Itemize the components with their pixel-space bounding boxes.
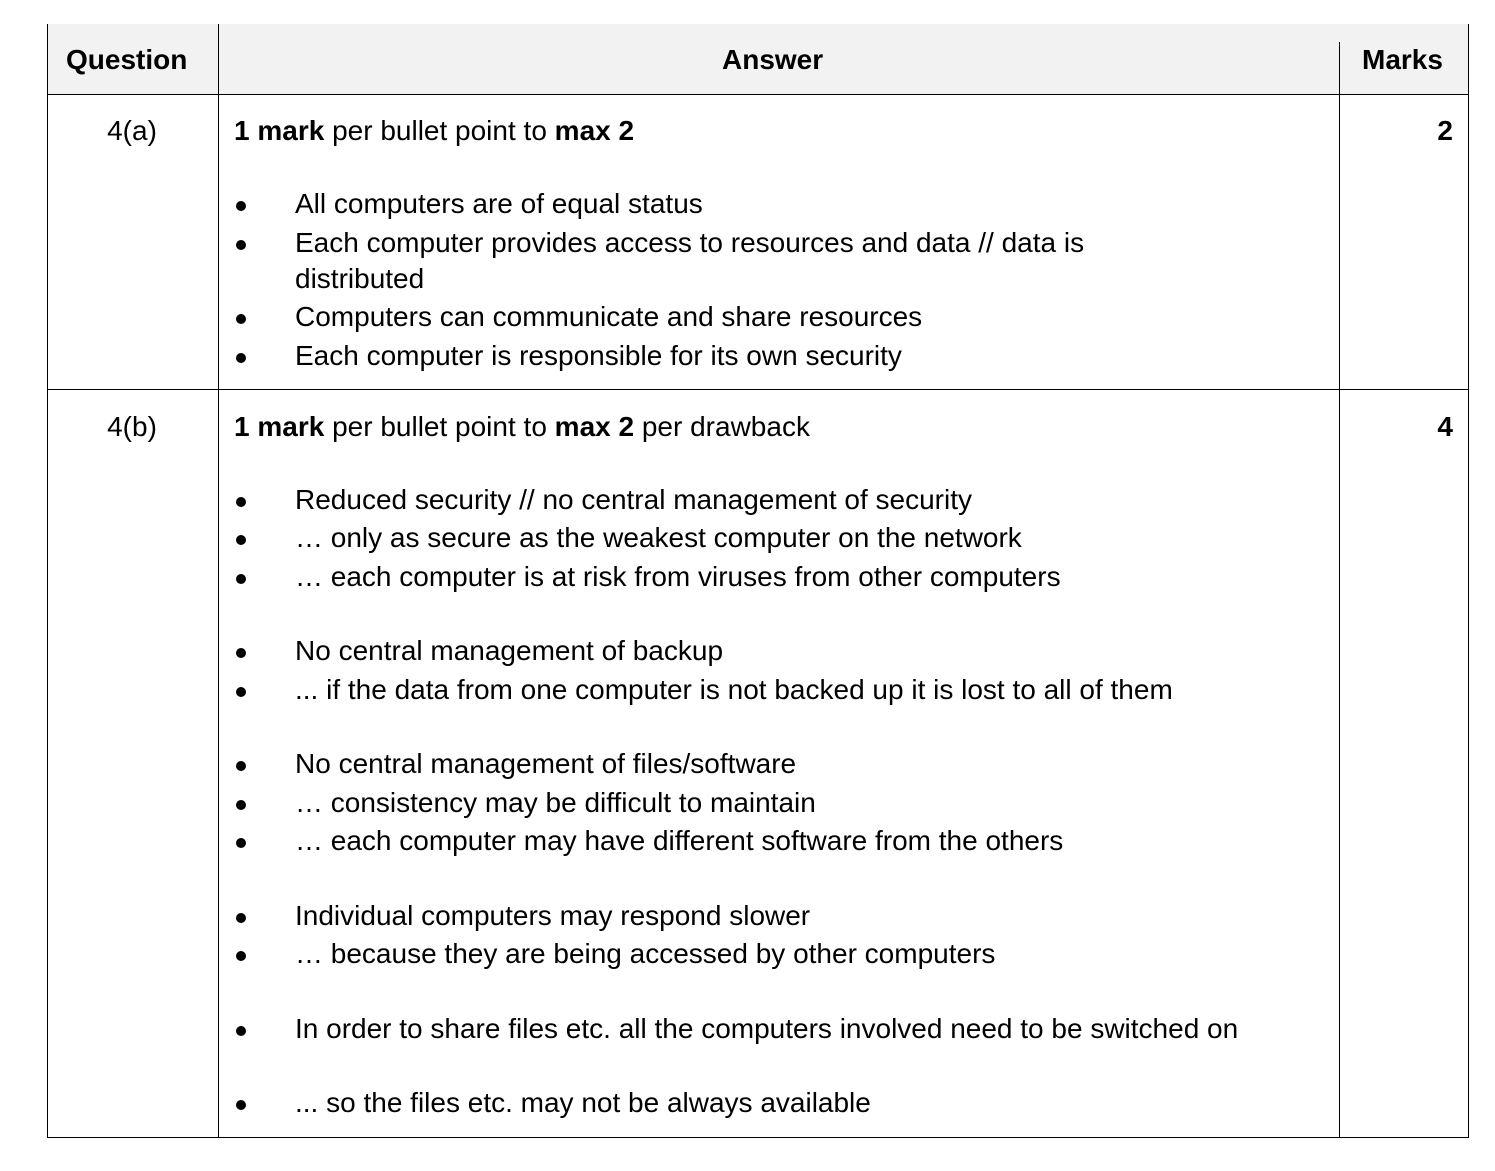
column-divider-question [218, 24, 219, 1138]
table-border-left [47, 24, 48, 1138]
marks-value: 4 [1437, 411, 1453, 442]
instruction-bold: max 2 [554, 411, 635, 442]
instruction-bold: 1 mark [234, 411, 325, 442]
header-question: Question [66, 44, 188, 75]
row-divider [47, 389, 1469, 390]
marks-value: 2 [1437, 115, 1453, 146]
question-number: 4(a) [107, 115, 157, 146]
question-number: 4(b) [107, 411, 157, 442]
instruction-text: per bullet point to [324, 115, 555, 146]
instruction-text: per drawback [634, 411, 810, 442]
marking-instruction [234, 115, 634, 147]
instruction-text: per bullet point to [324, 411, 555, 442]
marking-instruction [234, 411, 810, 443]
instruction-bold: 1 mark [234, 115, 325, 146]
instruction-bold: max 2 [554, 115, 635, 146]
header-bottom-border [47, 94, 1469, 95]
table-border-right [1468, 24, 1469, 1138]
table-bottom-border [47, 1137, 1469, 1138]
header-marks: Marks [1362, 44, 1443, 75]
header-answer: Answer [722, 44, 824, 75]
column-divider-marks [1339, 42, 1340, 1138]
